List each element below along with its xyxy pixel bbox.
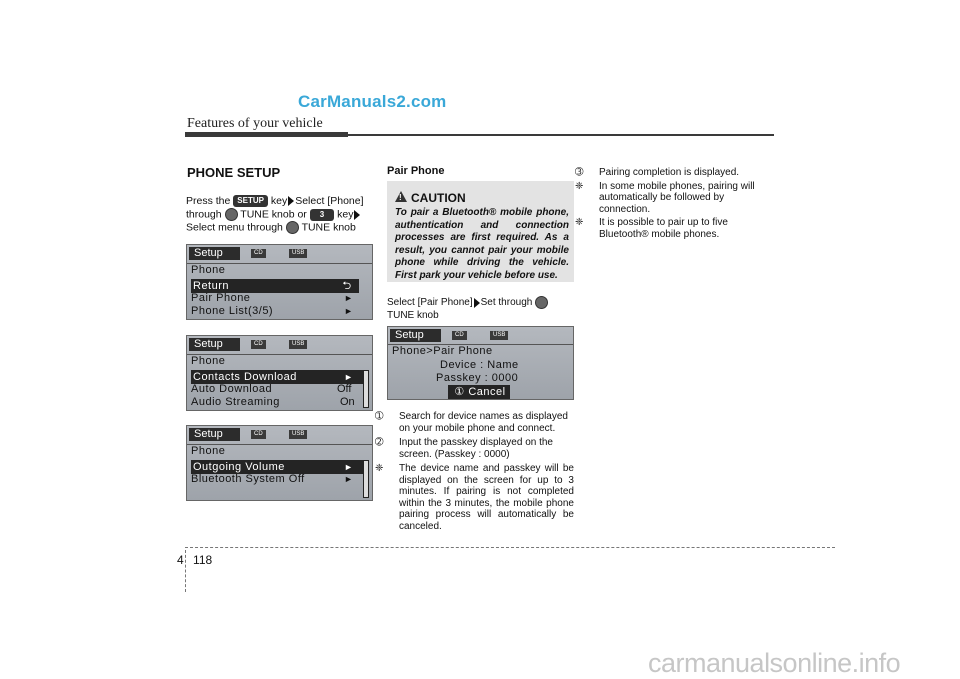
step-text: Pairing completion is displayed. bbox=[599, 167, 740, 178]
note-2 bbox=[575, 217, 774, 240]
audio-streaming-value: On bbox=[340, 396, 355, 408]
step-list bbox=[375, 411, 574, 532]
instr-text: key bbox=[270, 195, 288, 207]
step-3 bbox=[575, 167, 774, 179]
watermark-top: CarManuals2.com bbox=[298, 92, 447, 111]
note-text: In some mobile phones, pairing will automatically be followed by connection. bbox=[599, 180, 755, 215]
note-mark: ❈ bbox=[575, 217, 584, 228]
menu-header: Phone bbox=[191, 355, 226, 367]
step-number: ➁ bbox=[375, 437, 384, 448]
warning-triangle-icon bbox=[395, 191, 407, 202]
section-heading: PHONE SETUP bbox=[187, 165, 281, 180]
usb-tag: USB bbox=[289, 249, 307, 258]
instr-text: Press the bbox=[186, 195, 231, 207]
step-text: Input the passkey displayed on the screen. (Passkey : 0000) bbox=[399, 437, 553, 460]
right-triangle-icon bbox=[474, 298, 480, 308]
note-text: The device name and passkey will be displayed on the screen for up to 3 minutes. If pairing is not completed within the 3 minutes, the mobile phone pairing process will automatically be canceled. bbox=[399, 463, 574, 532]
menu-item-audio-streaming: Audio Streaming bbox=[191, 396, 280, 408]
tune-knob-icon bbox=[286, 221, 299, 234]
instr-text: TUNE knob or bbox=[240, 208, 307, 221]
step-number: ➂ bbox=[575, 167, 584, 178]
instr-text: through bbox=[186, 208, 222, 221]
tune-knob-icon bbox=[225, 208, 238, 221]
menu-item-outgoing-volume: Outgoing Volume bbox=[191, 460, 363, 474]
chevron-right-icon: ► bbox=[344, 372, 353, 382]
caution-title: CAUTION bbox=[411, 191, 466, 205]
instr-text: Select [Pair Phone] bbox=[387, 297, 473, 309]
header-rule bbox=[348, 134, 774, 136]
note-mark: ❈ bbox=[575, 180, 584, 192]
menu-item-pair-phone: Pair Phone bbox=[191, 292, 251, 304]
screen-title: Setup bbox=[189, 247, 240, 260]
pair-phone-heading: Pair Phone bbox=[387, 165, 445, 177]
scrollbar bbox=[363, 460, 369, 498]
step-text: Search for device names as displayed on your mobile phone and connect. bbox=[399, 411, 568, 434]
page-number-value: 118 bbox=[193, 553, 213, 567]
cancel-button: ① Cancel bbox=[448, 385, 510, 399]
return-icon: ⮌ bbox=[333, 279, 359, 293]
setup-key-icon: SETUP bbox=[233, 195, 268, 207]
passkey-text: Passkey : 0000 bbox=[436, 372, 519, 384]
usb-tag: USB bbox=[289, 430, 307, 439]
chevron-right-icon: ► bbox=[344, 306, 353, 316]
page-number bbox=[177, 553, 212, 567]
header-bar bbox=[185, 132, 348, 137]
instr-text: Select menu through bbox=[186, 221, 283, 234]
key-3-icon: 3 bbox=[310, 209, 334, 221]
instr-text: TUNE knob bbox=[387, 310, 439, 322]
cd-tag: CD bbox=[251, 249, 266, 258]
step-number: ➀ bbox=[375, 411, 384, 422]
watermark-bottom: carmanualsonline.info bbox=[648, 648, 901, 678]
chevron-right-icon: ► bbox=[344, 462, 353, 472]
menu-item-auto-download: Auto Download bbox=[191, 383, 273, 395]
menu-header: Phone>Pair Phone bbox=[392, 345, 493, 357]
note-1 bbox=[575, 180, 774, 216]
pair-instructions bbox=[387, 296, 574, 322]
instr-text: TUNE knob bbox=[301, 221, 356, 234]
menu-header: Phone bbox=[191, 264, 226, 276]
screen-title: Setup bbox=[390, 329, 441, 342]
right-notes bbox=[575, 167, 774, 240]
footer-rule bbox=[185, 547, 835, 548]
usb-tag: USB bbox=[289, 340, 307, 349]
auto-download-value: Off bbox=[337, 383, 352, 395]
instr-text: Select [Phone] bbox=[295, 195, 364, 207]
chevron-right-icon: ► bbox=[344, 293, 353, 303]
step-2 bbox=[375, 437, 574, 460]
tune-knob-icon bbox=[535, 296, 548, 309]
cd-tag: CD bbox=[452, 331, 467, 340]
cd-tag: CD bbox=[251, 430, 266, 439]
menu-header: Phone bbox=[191, 445, 226, 457]
caution-box bbox=[387, 181, 574, 282]
note-text: It is possible to pair up to five Bluetooth® mobile phones. bbox=[599, 217, 728, 240]
note bbox=[375, 463, 574, 532]
setup-instructions bbox=[186, 195, 372, 235]
setup-screen-1 bbox=[186, 244, 373, 320]
pair-phone-screen bbox=[387, 326, 574, 400]
menu-item-phone-list: Phone List(3/5) bbox=[191, 305, 274, 317]
screen-title: Setup bbox=[189, 428, 240, 441]
usb-tag: USB bbox=[490, 331, 508, 340]
right-triangle-icon bbox=[354, 210, 360, 220]
menu-item-return: Return bbox=[191, 279, 333, 293]
step-1 bbox=[375, 411, 574, 434]
caution-text: To pair a Bluetooth® mobile phone, authentication and connection processes are first required. As a result, you cannot pair your mobile phone while driving the vehicle. First park your vehicle before use. bbox=[395, 207, 569, 281]
menu-item-contacts-download: Contacts Download bbox=[191, 370, 363, 384]
scrollbar bbox=[363, 370, 369, 408]
chapter-number: 4 bbox=[177, 553, 184, 567]
note-mark: ❈ bbox=[375, 463, 384, 474]
chevron-right-icon: ► bbox=[344, 474, 353, 484]
right-triangle-icon bbox=[288, 196, 294, 206]
setup-screen-2 bbox=[186, 335, 373, 411]
cd-tag: CD bbox=[251, 340, 266, 349]
menu-item-bluetooth-system-off: Bluetooth System Off bbox=[191, 473, 305, 485]
setup-screen-3 bbox=[186, 425, 373, 501]
screen-title: Setup bbox=[189, 338, 240, 351]
instr-text: key bbox=[337, 208, 354, 221]
instr-text: Set through bbox=[480, 297, 533, 309]
header-title: Features of your vehicle bbox=[187, 116, 323, 131]
device-name-text: Device : Name bbox=[440, 359, 519, 371]
